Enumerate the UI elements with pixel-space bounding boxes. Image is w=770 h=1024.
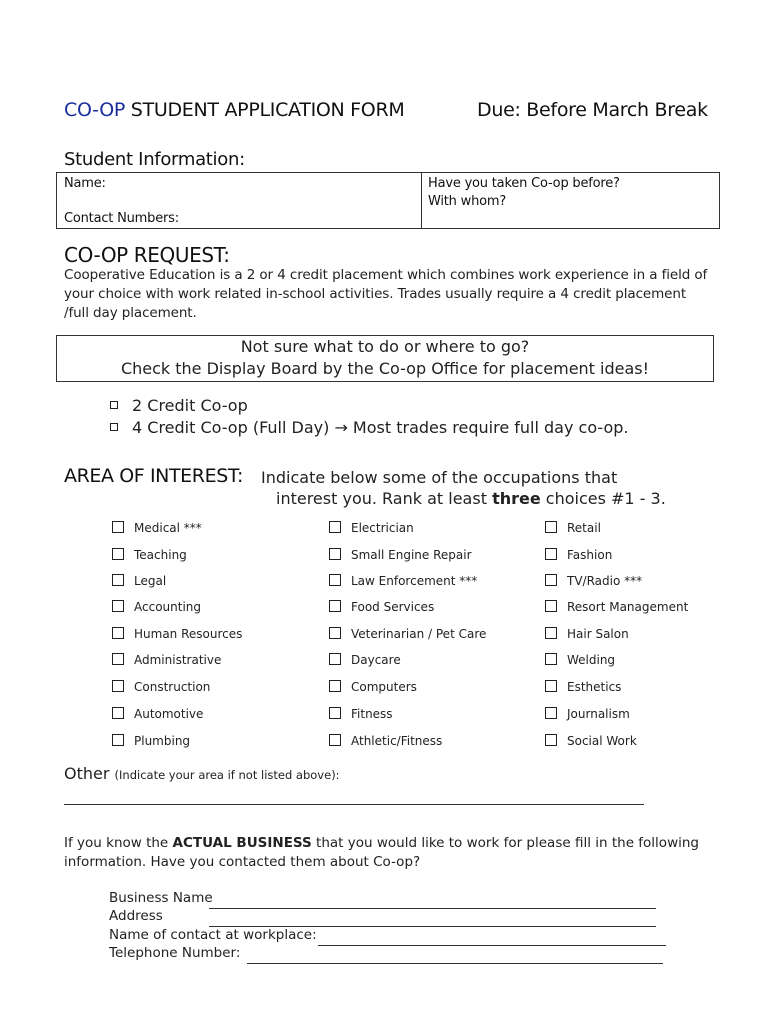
occupation-label: Resort Management [567, 600, 689, 614]
checkbox-icon[interactable] [112, 521, 124, 533]
checkbox-icon[interactable] [112, 734, 124, 746]
business-intro-text: If you know the [64, 835, 173, 851]
occupation-label: Teaching [134, 548, 187, 562]
workplace-contact-line[interactable] [318, 945, 666, 946]
occupation-item[interactable] [329, 521, 414, 535]
other-label: Other [64, 764, 110, 783]
due-date: Due: Before March Break [477, 99, 708, 121]
contact-numbers-field[interactable] [187, 209, 412, 227]
contact-numbers-label: Contact Numbers: [64, 211, 179, 226]
occupation-item[interactable] [112, 734, 190, 748]
occupation-item[interactable] [329, 574, 477, 588]
placement-notice-box [56, 335, 714, 382]
telephone-line[interactable] [247, 963, 663, 964]
checkbox-icon[interactable] [112, 707, 124, 719]
business-name-label: Business Name [109, 890, 213, 906]
occupation-item[interactable] [545, 600, 688, 614]
taken-before-label: Have you taken Co-op before? [428, 176, 620, 191]
occupation-item[interactable] [112, 521, 202, 535]
occupation-label: Journalism [567, 707, 630, 721]
occupation-label: Athletic/Fitness [351, 734, 443, 748]
occupation-label: Fashion [567, 548, 613, 562]
occupation-label: Administrative [134, 653, 222, 667]
business-name-line[interactable] [209, 908, 656, 909]
occupation-label: Automotive [134, 707, 204, 721]
occupation-item[interactable] [112, 548, 187, 562]
other-interest [64, 764, 340, 783]
occupation-label: Construction [134, 680, 211, 694]
checkbox-icon[interactable] [112, 680, 124, 692]
checkbox-icon[interactable] [545, 548, 557, 560]
occupation-item[interactable] [112, 680, 210, 694]
business-intro-emphasis: ACTUAL BUSINESS [172, 835, 312, 851]
occupation-label: Plumbing [134, 734, 191, 748]
name-field[interactable] [117, 175, 412, 195]
instruction-emphasis: three [492, 489, 541, 508]
occupation-label: Fitness [351, 707, 393, 721]
checkbox-icon[interactable] [545, 707, 557, 719]
occupation-item[interactable] [329, 680, 417, 694]
with-whom-field[interactable] [428, 211, 713, 227]
occupation-label: Electrician [351, 521, 414, 535]
occupation-label: Welding [567, 653, 616, 667]
checkbox-icon[interactable] [329, 627, 341, 639]
title-coop: CO-OP [64, 99, 126, 121]
notice-line-2: Check the Display Board by the Co-op Office for placement ideas! [120, 359, 650, 378]
other-interest-line[interactable] [64, 804, 644, 805]
checkbox-icon[interactable] [545, 521, 557, 533]
other-hint: (Indicate your area if not listed above): [114, 768, 340, 782]
area-instruction-line-1: Indicate below some of the occupations that [261, 468, 618, 487]
occupation-label: Esthetics [567, 680, 622, 694]
occupation-label: Food Services [351, 600, 435, 614]
occupation-item[interactable] [545, 680, 621, 694]
occupation-label: Human Resources [134, 627, 243, 641]
checkbox-icon[interactable] [329, 734, 341, 746]
option-label: 4 Credit Co-op (Full Day) → Most trades require full day co-op. [132, 418, 629, 437]
instruction-text: choices #1 - 3. [540, 489, 666, 508]
student-info-heading: Student Information: [64, 149, 245, 170]
occupation-label: Retail [567, 521, 601, 535]
occupation-item[interactable] [112, 627, 242, 641]
checkbox-icon[interactable] [545, 680, 557, 692]
checkbox-icon[interactable] [329, 574, 341, 586]
occupation-item[interactable] [545, 627, 629, 641]
checkbox-icon[interactable] [329, 548, 341, 560]
occupation-label: Medical *** [134, 521, 202, 535]
area-instruction-line-2 [276, 489, 666, 508]
checkbox-icon[interactable] [112, 627, 124, 639]
name-label: Name: [64, 176, 106, 191]
checkbox-icon[interactable] [329, 653, 341, 665]
occupation-item[interactable] [545, 707, 630, 721]
student-info-box [56, 172, 720, 229]
business-intro [64, 834, 714, 872]
option-2-credit[interactable] [110, 396, 248, 415]
occupation-label: Accounting [134, 600, 202, 614]
occupation-item[interactable] [329, 627, 486, 641]
checkbox-icon[interactable] [329, 707, 341, 719]
checkbox-icon[interactable] [545, 574, 557, 586]
checkbox-icon[interactable] [112, 548, 124, 560]
occupation-label: Hair Salon [567, 627, 629, 641]
checkbox-icon[interactable] [545, 600, 557, 612]
occupation-label: Social Work [567, 734, 637, 748]
option-label: 2 Credit Co-op [132, 396, 248, 415]
occupation-item[interactable] [545, 574, 642, 588]
occupation-label: Daycare [351, 653, 401, 667]
occupation-label: Small Engine Repair [351, 548, 472, 562]
occupation-item[interactable] [329, 734, 442, 748]
checkbox-icon[interactable] [329, 680, 341, 692]
occupation-item[interactable] [112, 707, 203, 721]
occupation-item[interactable] [545, 734, 637, 748]
checkbox-icon[interactable] [545, 653, 557, 665]
title-rest: STUDENT APPLICATION FORM [125, 99, 405, 121]
occupation-item[interactable] [545, 653, 615, 667]
coop-request-heading: CO-OP REQUEST: [64, 243, 230, 267]
instruction-text: interest you. Rank at least [276, 489, 493, 508]
checkbox-icon[interactable] [112, 600, 124, 612]
occupation-item[interactable] [329, 707, 393, 721]
with-whom-label: With whom? [428, 194, 507, 209]
telephone-label: Telephone Number: [109, 945, 241, 961]
checkbox-icon[interactable] [110, 423, 118, 431]
checkbox-icon[interactable] [329, 521, 341, 533]
occupation-label: Computers [351, 680, 417, 694]
occupation-label: Law Enforcement *** [351, 574, 478, 588]
occupation-item[interactable] [329, 548, 472, 562]
occupation-item[interactable] [545, 548, 612, 562]
occupation-label: Legal [134, 574, 167, 588]
checkbox-icon[interactable] [545, 627, 557, 639]
info-box-divider [421, 173, 422, 228]
occupation-item[interactable] [329, 653, 401, 667]
address-label: Address [109, 908, 163, 924]
form-title [64, 99, 404, 121]
workplace-contact-label: Name of contact at workplace: [109, 927, 317, 943]
checkbox-icon[interactable] [545, 734, 557, 746]
notice-line-1: Not sure what to do or where to go? [240, 337, 530, 356]
option-4-credit[interactable] [110, 418, 629, 437]
business-intro-text: that you would like to work for please fill in the following information. Have you contacted them about Co-op? [64, 835, 699, 870]
area-of-interest-heading: AREA OF INTEREST: [64, 465, 243, 487]
occupation-item[interactable] [329, 600, 434, 614]
checkbox-icon[interactable] [329, 600, 341, 612]
occupation-label: TV/Radio *** [567, 574, 643, 588]
occupation-label: Veterinarian / Pet Care [351, 627, 487, 641]
checkbox-icon[interactable] [112, 653, 124, 665]
checkbox-icon[interactable] [112, 574, 124, 586]
occupation-item[interactable] [112, 600, 201, 614]
occupation-item[interactable] [112, 574, 166, 588]
occupation-item[interactable] [112, 653, 221, 667]
checkbox-icon[interactable] [110, 401, 118, 409]
occupation-item[interactable] [545, 521, 601, 535]
coop-description: Cooperative Education is a 2 or 4 credit placement which combines work experience in a field of your choice with work related in-school activities. Trades usually require a 4 credit placement /full day placement. [64, 267, 708, 321]
